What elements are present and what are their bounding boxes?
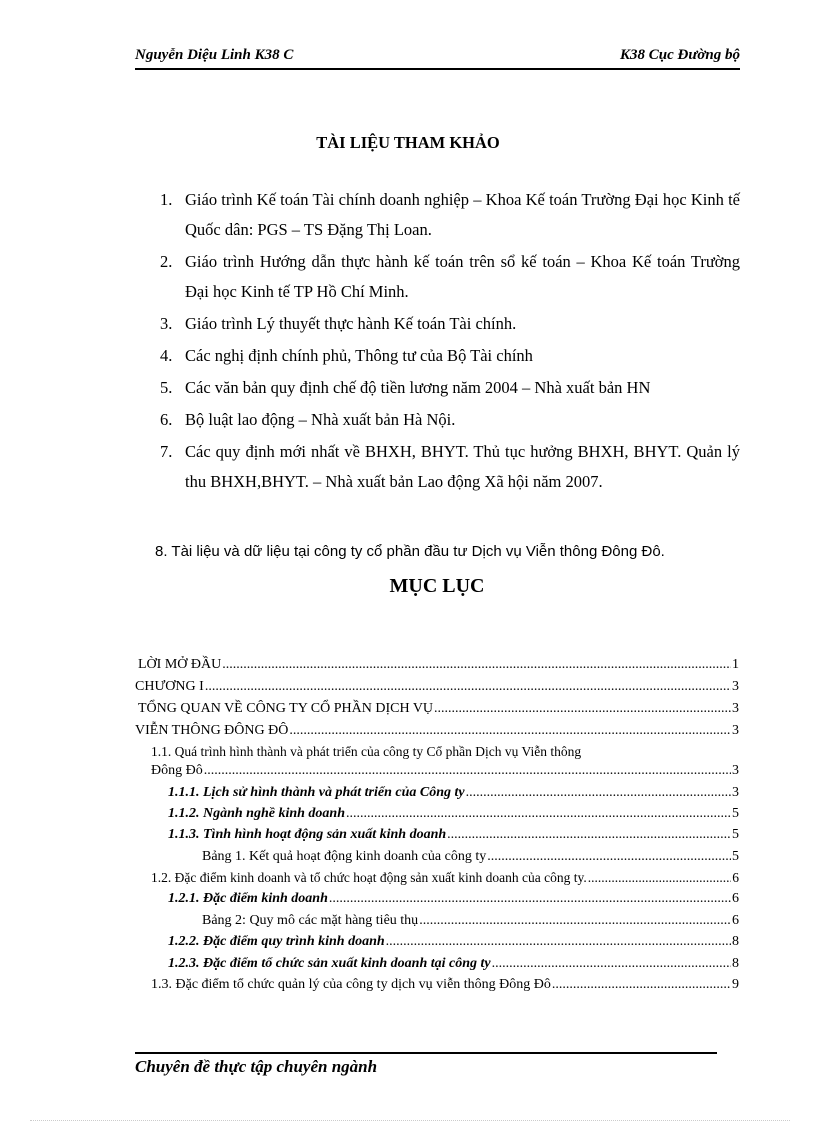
- references-list: [160, 185, 740, 499]
- toc-entry[interactable]: Đông Đô ..... 3: [135, 763, 739, 781]
- footer-rule: [135, 1052, 717, 1054]
- reference-item: 5. Các văn bản quy định chế độ tiền lương năm 2004 – Nhà xuất bản HN: [160, 378, 651, 397]
- reference-item: 1. Giáo trình Kế toán Tài chính doanh nghiệp – Khoa Kế toán Trường Đại học Kinh tế Quốc dân: PGS – TS Đặng Thị Loan.: [160, 190, 740, 239]
- references-title: TÀI LIỆU THAM KHẢO: [316, 133, 500, 152]
- toc-entry[interactable]: 1.3. Đặc điểm tổ chức quản lý của công ty dịch vụ viễn thông Đông Đô ..... 9: [135, 977, 739, 995]
- page-header: [135, 44, 740, 70]
- header-author: Nguyễn Diệu Linh K38 C: [135, 47, 294, 63]
- toc-entry[interactable]: 1.2.1. Đặc điểm kinh doanh ..... 6: [135, 891, 739, 909]
- toc-entry[interactable]: 1.1.1. Lịch sử hình thành và phát triển của Công ty ..... 3: [135, 785, 739, 803]
- toc-entry[interactable]: Bảng 2: Quy mô các mặt hàng tiêu thụ ..... 6: [135, 913, 739, 931]
- toc-entry[interactable]: TỔNG QUAN VỀ CÔNG TY CỔ PHẦN DỊCH VỤ ..... 3: [135, 701, 739, 719]
- page-edge-divider: [30, 1120, 790, 1121]
- toc-entry[interactable]: 1.1. Quá trình hình thành và phát triển của công ty Cổ phần Dịch vụ Viễn thông: [151, 744, 582, 759]
- toc-entry[interactable]: 1.1.3. Tình hình hoạt động sản xuất kinh doanh ..... 5: [135, 827, 739, 845]
- reference-item: 3. Giáo trình Lý thuyết thực hành Kế toán Tài chính.: [160, 314, 517, 333]
- toc-entry[interactable]: 1.2.3. Đặc điểm tổ chức sản xuất kinh doanh tại công ty ..... 8: [135, 956, 739, 974]
- header-class: K38 Cục Đường bộ: [620, 47, 740, 63]
- reference-item: 6. Bộ luật lao động – Nhà xuất bản Hà Nội.: [160, 410, 456, 429]
- toc-entry[interactable]: VIỄN THÔNG ĐÔNG ĐÔ ..... 3: [135, 723, 739, 741]
- reference-item: 4. Các nghị định chính phủ, Thông tư của Bộ Tài chính: [160, 346, 533, 365]
- toc-entry[interactable]: LỜI MỞ ĐẦU ..... 1: [135, 657, 739, 675]
- reference-item: 2. Giáo trình Hướng dẫn thực hành kế toán trên sổ kế toán – Khoa Kế toán Trường Đại học Kinh tế TP Hồ Chí Minh.: [160, 252, 740, 301]
- toc-entry[interactable]: Bảng 1. Kết quả hoạt động kinh doanh của công ty ..... 5: [135, 849, 739, 867]
- toc-entry[interactable]: 1.2.2. Đặc điểm quy trình kinh doanh ..... 8: [135, 934, 739, 952]
- reference-item: 7. Các quy định mới nhất về BHXH, BHYT. Thủ tục hưởng BHXH, BHYT. Quản lý thu BHXH,BHYT. – Nhà xuất bản Lao động Xã hội năm 2007.: [160, 442, 740, 491]
- toc-entry[interactable]: CHƯƠNG I ..... 3: [135, 679, 739, 697]
- toc-entry[interactable]: 1.1.2. Ngành nghề kinh doanh ..... 5: [135, 806, 739, 824]
- footer-title: Chuyên đề thực tập chuyên ngành: [135, 1057, 378, 1076]
- toc-title: MỤC LỤC: [389, 575, 485, 597]
- reference-item-8: 8. Tài liệu và dữ liệu tại công ty cổ phần đầu tư Dịch vụ Viễn thông Đông Đô.: [155, 543, 665, 560]
- toc-entry[interactable]: 1.2. Đặc điểm kinh doanh và tổ chức hoạt động sản xuất kinh doanh của công ty. ..... 6: [135, 870, 739, 888]
